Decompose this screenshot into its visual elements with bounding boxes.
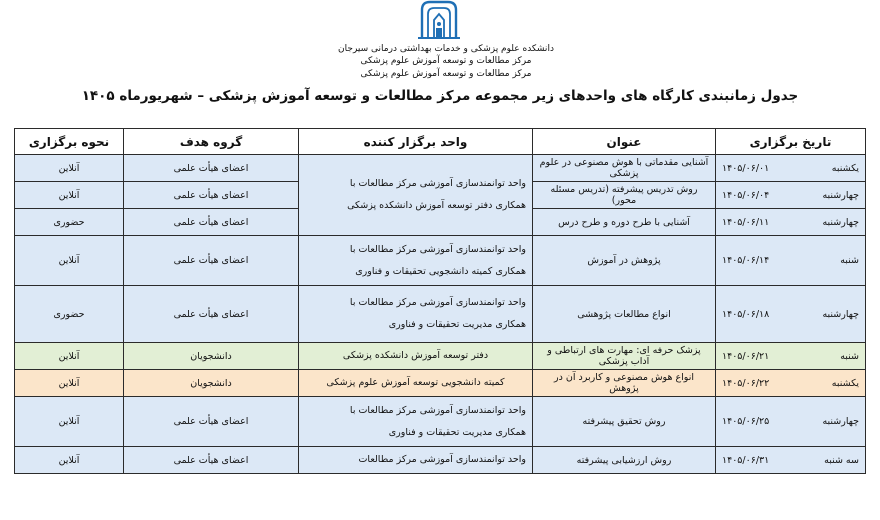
page-title: جدول زمانبندی کارگاه های واحدهای زیر مجموعه مرکز مطالعات و توسعه آموزش پزشکی – شهریورماه ۱۴۰۵	[81, 88, 799, 104]
date-value: ۱۴۰۵/۰۶/۲۱	[722, 350, 770, 362]
date-value: ۱۴۰۵/۰۶/۱۱	[722, 216, 770, 228]
organizer-line: واحد توانمندسازی آموزشی مرکز مطالعات با	[349, 178, 526, 189]
date-cell	[716, 447, 866, 474]
date-cell	[716, 155, 866, 182]
target-group-cell: دانشجویان	[124, 370, 299, 397]
mode-cell: آنلاین	[15, 155, 124, 182]
organizer-line: واحد توانمندسازی آموزشی مرکز مطالعات با	[349, 404, 526, 416]
table-row	[15, 343, 866, 370]
date-value: ۱۴۰۵/۰۶/۲۵	[722, 416, 770, 427]
column-header-mode: نحوه برگزاری	[15, 129, 124, 155]
organizer-line: واحد توانمندسازی آموزشی مرکز مطالعات با	[349, 297, 526, 308]
organizer-cell: دفتر توسعه آموزش دانشکده پزشکی	[299, 343, 533, 370]
day-name: چهارشنبه	[822, 416, 859, 427]
organizer-line: همکاری دفتر توسعه آموزش دانشکده پزشکی	[347, 200, 526, 211]
title-cell: انواع هوش مصنوعی و کاربرد آن در پژوهش	[533, 370, 716, 397]
organizer-line: واحد توانمندسازی آموزشی مرکز مطالعات با	[349, 243, 526, 255]
target-group-cell: اعضای هیأت علمی	[124, 447, 299, 474]
title-cell: پژوهش در آموزش	[533, 236, 716, 286]
day-name: یکشنبه	[831, 162, 859, 174]
column-header-title: عنوان	[533, 129, 716, 155]
day-name: چهارشنبه	[822, 308, 859, 320]
organizer-line: همکاری کمیته دانشجویی تحقیقات و فناوری	[355, 265, 526, 277]
organizer-cell	[299, 155, 533, 236]
title-cell: انواع مطالعات پژوهشی	[533, 286, 716, 343]
table-header-row	[15, 129, 866, 155]
title-cell: روش ارزشیابی پیشرفته	[533, 447, 716, 474]
date-value: ۱۴۰۵/۰۶/۰۴	[722, 189, 770, 201]
mode-cell: آنلاین	[15, 182, 124, 209]
date-cell	[716, 182, 866, 209]
table-row	[15, 155, 866, 182]
column-header-target-group: گروه هدف	[124, 129, 299, 155]
header-university-name: دانشکده علوم پزشکی و خدمات بهداشتی درمانی سیرجان	[338, 44, 554, 54]
date-cell	[716, 343, 866, 370]
target-group-cell: اعضای هیأت علمی	[124, 155, 299, 182]
target-group-cell: اعضای هیأت علمی	[124, 286, 299, 343]
title-cell: روش تدریس پیشرفته (تدریس مسئله محور)	[533, 182, 716, 209]
date-value: ۱۴۰۵/۰۶/۲۲	[722, 377, 770, 389]
day-name: چهارشنبه	[822, 216, 859, 228]
title-cell: پزشک حرفه ای: مهارت های ارتباطی و آداب پزشکی	[533, 343, 716, 370]
date-value: ۱۴۰۵/۰۶/۱۴	[722, 255, 770, 266]
mode-cell: حضوری	[15, 286, 124, 343]
column-header-organizer: واحد برگزار کننده	[299, 129, 533, 155]
organizer-cell: واحد توانمندسازی آموزشی مرکز مطالعات	[299, 447, 533, 474]
column-header-date: تاریخ برگزاری	[716, 129, 866, 155]
target-group-cell: اعضای هیأت علمی	[124, 397, 299, 447]
mode-cell: آنلاین	[15, 236, 124, 286]
date-cell	[716, 236, 866, 286]
mode-cell: آنلاین	[15, 397, 124, 447]
date-cell	[716, 370, 866, 397]
header-center-name-repeat: مرکز مطالعات و توسعه آموزش علوم پزشکی	[360, 69, 532, 79]
date-value: ۱۴۰۵/۰۶/۰۱	[722, 162, 770, 174]
mode-cell: آنلاین	[15, 370, 124, 397]
date-cell	[716, 397, 866, 447]
organizer-cell	[299, 397, 533, 447]
workshop-schedule-table	[14, 128, 866, 474]
title-cell: آشنایی با طرح دوره و طرح درس	[533, 209, 716, 236]
mode-cell: آنلاین	[15, 447, 124, 474]
table-row	[15, 236, 866, 286]
target-group-cell: اعضای هیأت علمی	[124, 182, 299, 209]
university-logo-icon	[414, 0, 464, 40]
table-row	[15, 370, 866, 397]
day-name: سه شنبه	[824, 454, 859, 466]
mode-cell: حضوری	[15, 209, 124, 236]
target-group-cell: دانشجویان	[124, 343, 299, 370]
organizer-cell	[299, 236, 533, 286]
organizer-line: همکاری مدیریت تحقیقات و فناوری	[388, 319, 526, 330]
day-name: شنبه	[840, 350, 859, 362]
date-cell	[716, 286, 866, 343]
day-name: چهارشنبه	[822, 189, 859, 201]
day-name: شنبه	[840, 255, 859, 266]
mode-cell: آنلاین	[15, 343, 124, 370]
organizer-line: همکاری مدیریت تحقیقات و فناوری	[388, 426, 526, 438]
date-cell	[716, 209, 866, 236]
table-row	[15, 286, 866, 343]
table-row	[15, 447, 866, 474]
title-cell: آشنایی مقدماتی با هوش مصنوعی در علوم پزشکی	[533, 155, 716, 182]
organizer-cell: کمیته دانشجویی توسعه آموزش علوم پزشکی	[299, 370, 533, 397]
day-name: یکشنبه	[831, 377, 859, 389]
date-value: ۱۴۰۵/۰۶/۳۱	[722, 454, 770, 466]
title-cell: روش تحقیق پیشرفته	[533, 397, 716, 447]
organizer-cell	[299, 286, 533, 343]
table-row	[15, 397, 866, 447]
header-center-name: مرکز مطالعات و توسعه آموزش علوم پزشکی	[360, 56, 532, 66]
target-group-cell: اعضای هیأت علمی	[124, 209, 299, 236]
target-group-cell: اعضای هیأت علمی	[124, 236, 299, 286]
date-value: ۱۴۰۵/۰۶/۱۸	[722, 308, 770, 320]
